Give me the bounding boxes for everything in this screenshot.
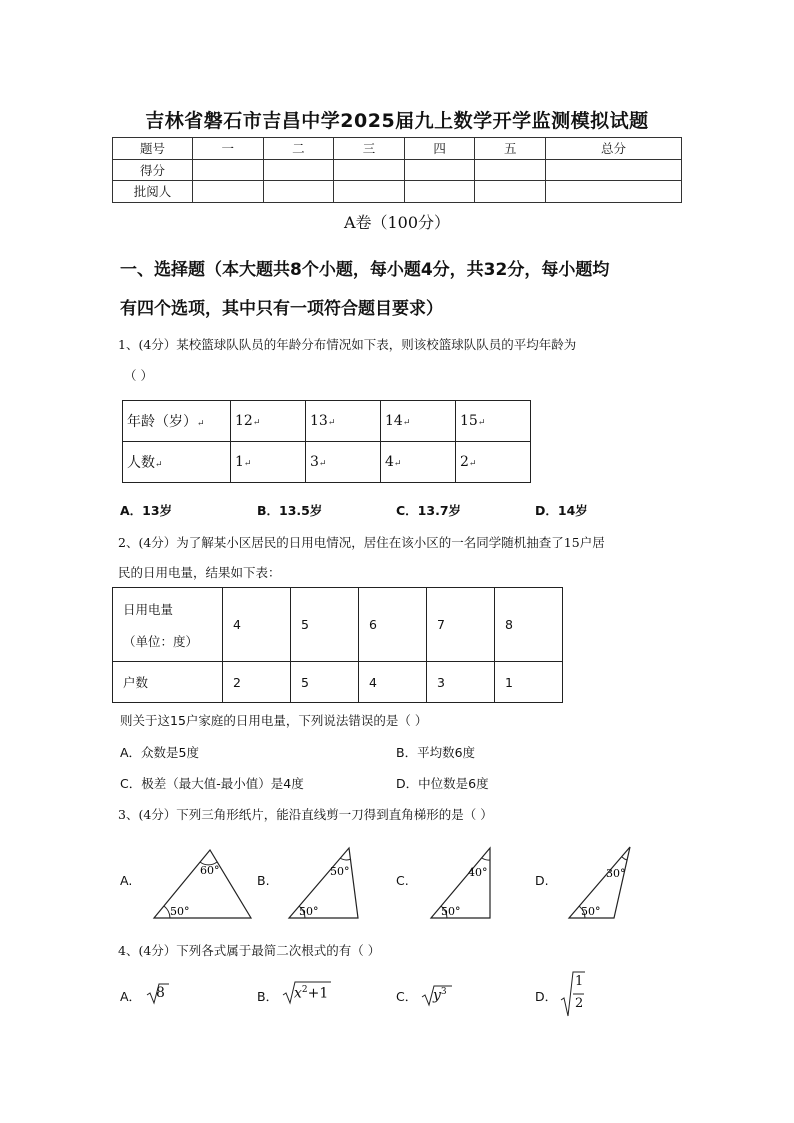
q2-usage-label: 日用电量	[123, 601, 174, 617]
q3-option-c-letter[interactable]: C.	[396, 873, 409, 888]
score-cell[interactable]	[263, 159, 334, 181]
return-mark-icon: ↵	[197, 419, 205, 429]
q2-option-c[interactable]: C．极差（最大值-最小值）是4度	[120, 776, 304, 791]
return-mark-icon: ↵	[252, 418, 261, 428]
score-table-row	[113, 181, 682, 203]
q2-household-count: 4	[359, 662, 427, 703]
score-header-cell: 四	[404, 138, 475, 160]
q4-c-exponent: 3	[440, 987, 447, 997]
q4-option-a-letter: A．	[120, 989, 142, 1004]
q1-count-value: 2	[460, 454, 469, 470]
q1-option-a[interactable]: A．13岁	[120, 503, 173, 518]
q2-usage-value: 8	[495, 588, 563, 662]
score-header-cell: 五	[475, 138, 546, 160]
q2-usage-value: 7	[427, 588, 495, 662]
q1-count-label: 人数	[127, 455, 155, 471]
q4-option-c[interactable]	[396, 987, 417, 1005]
q4-option-d-letter: D．	[535, 989, 558, 1004]
q2-household-count: 3	[427, 662, 495, 703]
q3-b-top-angle: 50°	[330, 865, 350, 878]
q1-count-value: 1	[235, 454, 244, 470]
q1-age-value: 15	[460, 413, 478, 429]
q4-d-denominator: 2	[575, 996, 584, 1011]
q2-question: 则关于这15户家庭的日用电量，下列说法错误的是（ ）	[120, 713, 428, 728]
section1-heading-line1: 一、选择题（本大题共8个小题，每小题4分，共32分，每小题均	[120, 260, 610, 280]
q1-option-c[interactable]: C．13.7岁	[396, 503, 462, 518]
q2-usage-value: 6	[359, 588, 427, 662]
q3-d-bottom-angle: 50°	[581, 905, 601, 918]
q3-b-bottom-angle: 50°	[299, 905, 319, 918]
q2-option-d[interactable]: D．中位数是6度	[396, 776, 489, 791]
score-header-cell: 二	[263, 138, 334, 160]
q3-c-top-angle: 40°	[468, 866, 488, 879]
q3-triangle-b[interactable]	[286, 846, 360, 920]
score-header-cell: 题号	[113, 138, 193, 160]
q3-option-d-letter[interactable]: D.	[535, 873, 549, 888]
score-cell[interactable]	[475, 181, 546, 203]
q4-c-radicand: y	[433, 987, 441, 1004]
score-cell[interactable]	[263, 181, 334, 203]
exam-title: 吉林省磐石市吉昌中学2025届九上数学开学监测模拟试题	[145, 110, 649, 132]
q4-d-numerator: 1	[575, 974, 584, 989]
q2-household-count: 1	[495, 662, 563, 703]
score-header-cell: 总分	[546, 138, 682, 160]
q4-a-radicand: 8	[156, 985, 165, 1001]
return-mark-icon: ↵	[155, 460, 163, 470]
return-mark-icon: ↵	[243, 459, 252, 469]
section1-heading-line2: 有四个选项，其中只有一项符合题目要求）	[120, 299, 443, 319]
q4-option-b[interactable]	[257, 987, 278, 1005]
score-cell[interactable]	[475, 159, 546, 181]
return-mark-icon: ↵	[468, 459, 477, 469]
return-mark-icon: ↵	[318, 459, 327, 469]
table-row	[113, 588, 563, 662]
q1-age-value: 13	[310, 413, 328, 429]
angle-arc	[482, 858, 490, 860]
score-cell[interactable]	[193, 181, 264, 203]
triangle-shape	[431, 848, 490, 918]
q4-text: 4、(4分）下列各式属于最简二次根式的有（ ）	[118, 943, 381, 958]
score-header-cell: 三	[334, 138, 405, 160]
q2-household-count: 2	[223, 662, 291, 703]
q1-option-b[interactable]: B．13.5岁	[257, 503, 323, 518]
triangle-shape	[154, 850, 251, 918]
score-cell[interactable]	[404, 159, 475, 181]
table-row	[123, 442, 531, 483]
q2-usage-value: 5	[291, 588, 359, 662]
score-table	[112, 137, 682, 203]
score-cell[interactable]	[546, 159, 682, 181]
score-table-header-row	[113, 138, 682, 160]
score-cell[interactable]	[334, 159, 405, 181]
q2-text-line1: 2、(4分）为了解某小区居民的日用电情况，居住在该小区的一名同学随机抽查了15户居	[118, 535, 605, 550]
q4-option-b-letter: B．	[257, 989, 279, 1004]
q4-option-a[interactable]	[120, 987, 141, 1005]
q2-usage-table	[112, 587, 563, 703]
q2-text-line2: 民的日用电量，结果如下表：	[118, 565, 281, 580]
q3-triangle-d[interactable]	[566, 845, 634, 921]
score-cell[interactable]	[546, 181, 682, 203]
q3-text: 3、(4分）下列三角形纸片，能沿直线剪一刀得到直角梯形的是（ ）	[118, 807, 493, 822]
q1-age-value: 12	[235, 413, 253, 429]
q2-option-b[interactable]: B．平均数6度	[396, 745, 476, 760]
score-cell[interactable]	[404, 181, 475, 203]
q2-option-a[interactable]: A．众数是5度	[120, 745, 200, 760]
q3-option-a-letter[interactable]: A.	[120, 873, 133, 888]
return-mark-icon: ↵	[402, 418, 411, 428]
q4-b-rest: +1	[307, 985, 329, 1002]
q1-age-value: 14	[385, 413, 403, 429]
q2-usage-value: 4	[223, 588, 291, 662]
q3-d-top-angle: 30°	[606, 867, 626, 880]
q4-option-c-letter: C．	[396, 989, 418, 1004]
q1-paren: （ ）	[124, 368, 153, 383]
q1-count-value: 4	[385, 454, 394, 470]
q3-option-b-letter[interactable]: B.	[257, 873, 270, 888]
q1-age-table	[122, 400, 531, 483]
angle-arc	[622, 857, 627, 860]
q2-usage-unit: （单位：度）	[123, 633, 199, 649]
table-row	[113, 662, 563, 703]
q2-household-label: 户数	[113, 662, 223, 703]
score-table-row	[113, 159, 682, 181]
angle-arc	[340, 858, 351, 860]
table-row	[123, 401, 531, 442]
q1-text: 1、(4分）某校篮球队队员的年龄分布情况如下表，则该校篮球队队员的平均年龄为	[118, 337, 577, 352]
score-row-label: 得分	[113, 159, 193, 181]
q4-b-exponent: 2	[301, 985, 308, 995]
q1-option-d[interactable]: D．14岁	[535, 503, 588, 518]
q4-option-d[interactable]	[535, 987, 557, 1005]
score-cell[interactable]	[334, 181, 405, 203]
return-mark-icon: ↵	[327, 418, 336, 428]
score-row-label: 批阅人	[113, 181, 193, 203]
q1-age-label: 年龄（岁）	[127, 414, 197, 430]
q3-a-top-angle: 60°	[200, 864, 220, 877]
q1-count-value: 3	[310, 454, 319, 470]
score-cell[interactable]	[193, 159, 264, 181]
q4-b-radicand: x	[294, 985, 302, 1002]
section-a-heading: A卷（100分）	[343, 213, 451, 232]
q3-a-bottom-angle: 50°	[170, 905, 190, 918]
score-header-cell: 一	[193, 138, 264, 160]
q2-household-count: 5	[291, 662, 359, 703]
return-mark-icon: ↵	[477, 418, 486, 428]
q3-c-bottom-angle: 50°	[441, 905, 461, 918]
return-mark-icon: ↵	[393, 459, 402, 469]
q3-triangle-c[interactable]	[428, 846, 494, 920]
q3-triangle-a[interactable]	[150, 848, 255, 920]
